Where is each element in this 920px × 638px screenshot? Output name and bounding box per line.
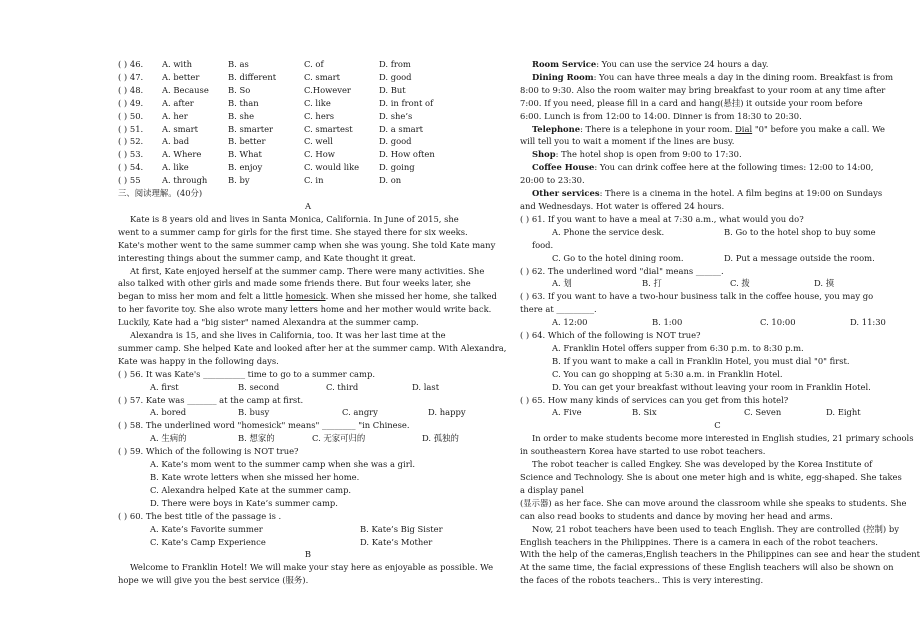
right-column: Room Service: You can use the service 24 hours a day. Dining Room: You can have three meals a day in the dining room. Breakfast is from 8:00 to 9:30. Also the room waiter may bring breakfast to your room at any time after 7:00. If you need, please fill in a card and hang(悬挂) it outside your room before 6:00. Lunch is from 12:00 to 14:00. Dinner is from 18:30 to 20:30. Telephone: There is a telephone in your room. Dial "0" before you make a call. We will tell you to wait a moment if the lines are busy. Shop: The hotel shop is open from 9:00 to 17:30. Coffee House: You can drink coffee here at the following times: 12:00 to 14:00, 20:00 to 23:30. Other services: There is a cinema in the hotel. A film begins at 19:00 on Sundays and Wednesdays. Hot water is offered 24 hours. ( ) 61. If you want to have a meal at 7:30 a.m., what would you do? A. Phone the service desk. B. Go to the hotel shop to buy some food. C. Go to the hotel dining room. D. Put a message outside the room. ( ) 62. The underlined word "dial" means ______. A. 划 B. 打 C. 拨 D. 摸 ( ) 63. If you want to have a two-hour business talk in the coffee house, you may go there at _________. A. 12:00 B. 1:00 C. 10:00 D. 11:30 ( ) 64. Which of the following is NOT true? A. Franklin Hotel offers supper from 6:30 p.m. to 8:30 p.m. B. If you want to make a call in Franklin Hotel, you must dial "0" first. C. You can go shopping at 5:30 a.m. in Franklin Hotel. D. You can get your breakfast without leaving your room in Franklin Hotel. ( ) 65. How many kinds of services can you get from this hotel? A. Five B. Six C. Seven D. Eight C In order to make students become more interested in English studies, 21 primary schools in southeastern Korea have started to use robot teachers. The robot teacher is called Engkey. She was developed by the Korea Institute of Science and Technology. She is about one meter high and is white, egg-shaped. She takes a display panel (显示器) as her face. She can move around the classroom while she speaks to students. She can also read books to students and dance by moving her head and arms. Now, 21 robot teachers have been used to teach English. They are controlled (控制) by English teachers in the Philippines. There is a camera in each of the robot teachers. With the help of the cameras,English teachers in the Philippines can see and hear the student At the same time, the facial expressions of these English teachers will also be shown on the faces of the robots teachers.. This is very interesting. xyxy=(520,59,920,586)
question-60: ( ) 60. The best title of the passage is . A. Kate’s Favorite summer B. Kate’s Big Sister C. Kate’s Camp Experience D. Kate’s Mother xyxy=(118,510,443,547)
passage-c-label: C xyxy=(714,420,721,431)
mc-row: ( ) 54. A. like B. enjoy C. would like D. going xyxy=(118,162,415,173)
question-56: ( ) 56. It was Kate's __________ time to go to a summer camp. A. first B. second C. third D. last xyxy=(118,368,440,392)
passage-c: In order to make students become more interested in English studies, 21 primary schools in southeastern Korea have started to use robot teachers. The robot teacher is called Engkey. She was developed by the Korea Institute of Science and Technology. She is about one meter high and is white, egg-shaped. She takes a display panel (显示器) as her face. She can move around the classroom while she speaks to students. She can also read books to students and dance by moving her head and arms. Now, 21 robot teachers have been used to teach English. They are controlled (控制) by English teachers in the Philippines. There is a camera in each of the robot teachers. With the help of the cameras,English teachers in the Philippines can see and hear the student At the same time, the facial expressions of these English teachers will also be shown on the faces of the robots teachers.. This is very interesting. xyxy=(520,433,920,586)
mc-row: ( ) 49. A. after B. than C. like D. in front of xyxy=(118,97,434,108)
mc-row: ( ) 50. A. her B. she C. hers D. she’s xyxy=(118,110,413,121)
mc-row: ( ) 51. A. smart B. smarter C. smartest D. a smart xyxy=(118,123,423,134)
mc-row: ( ) 47. A. better B. different C. smart D. good xyxy=(118,71,412,82)
shop: Shop: The hotel shop is open from 9:00 to 17:30. xyxy=(532,149,742,160)
question-62: ( ) 62. The underlined word "dial" means ______. A. 划 B. 打 C. 拨 D. 摸 xyxy=(520,265,835,289)
underlined-homesick: homesick xyxy=(285,291,326,302)
left-column: ( ) 46. A. with B. as C. of D. from ( ) 47. A. better B. different C. smart D. good ( ) 48. A. Because B. So C.However D. But ( ) 49. A. after B. than C. like D. in front of ( ) 50. A. her B. she C. hers D. she’s ( ) 51. A. smart B. smarter C. smartest D. a smart ( ) 52. A. bad B. better C. well D. good ( ) 53. A. Where B. What C. How D. How often ( ) 54. A. like B. enjoy C. would like D. going ( ) 55 A. through B. by C. in D. on 三、阅读理解。(40分) A Kate is 8 years old and lives in Santa Monica, California. In June of 2015, she went to a summer camp for girls for the first time. She stayed there for six weeks. Kate's mother went to the same summer camp when she was young. She told Kate many interesting things about the summer camp, and Kate thought it great. At first, Kate enjoyed herself at the summer camp. There were many activities. She also talked with other girls and made some friends there. But four weeks later, she began to miss her mom and felt a little homesick. When she missed her home, she talked to her favorite toy. She also wrote many letters home and her mother would write back. Luckily, Kate had a "big sister" named Alexandra at the summer camp. Alexandra is 15, and she lives in California, too. It was her last time at the summer camp. She helped Kate and looked after her at the summer camp. With Alexandra, Kate was happy in the following days. ( ) 56. It was Kate's __________ time to go to a summer camp. A. first B. second C. third D. last ( ) 57. Kate was _______ at the camp at first. A. bored B. busy C. angry D. happy ( ) 58. The underlined word "homesick" means" ________ "in Chinese. A. 生病的 B. 想家的 C. 无家可归的 D. 孤独的 ( ) 59. Which of the following is NOT true? A. Kate’s mom went to the summer camp when she was a girl. B. Kate wrote letters when she missed her home. C. Alexandra helped Kate at the summer camp. D. There were boys in Kate’s summer camp. ( ) 60. The best title of the passage is . A. Kate’s Favorite summer B. Kate’s Big Sister C. Kate’s Camp Experience D. Kate’s Mother B Welcome to Franklin Hotel! We will make your stay here as enjoyable as possible. We hope we will give you the best service (服务). xyxy=(118,59,507,586)
underlined-dial: Dial xyxy=(735,123,753,134)
mc-list xyxy=(118,58,498,187)
question-59: ( ) 59. Which of the following is NOT true? A. Kate’s mom went to the summer camp when she was a girl. B. Kate wrote letters when she missed her home. C. Alexandra helped Kate at the summer camp. D. There were boys in Kate’s summer camp. xyxy=(118,446,416,508)
dining-room: Dining Room: You can have three meals a day in the dining room. Breakfast is from xyxy=(532,71,894,82)
question-58: ( ) 58. The underlined word "homesick" means" ________ "in Chinese. A. 生病的 B. 想家的 C. 无家可归的 D. 孤独的 xyxy=(118,420,459,444)
passage-a-label: A xyxy=(304,200,312,211)
question-65: ( ) 65. How many kinds of services can you get from this hotel? A. Five B. Six C. Seven D. Eight xyxy=(520,394,861,418)
mc-row: ( ) 55 A. through B. by C. in D. on xyxy=(118,175,402,186)
question-64: ( ) 64. Which of the following is NOT true? A. Franklin Hotel offers supper from 6:30 p.m. to 8:30 p.m. B. If you want to make a call in Franklin Hotel, you must dial "0" first. C. You can go shopping at 5:30 a.m. in Franklin Hotel. D. You can get your breakfast without leaving your room in Franklin Hotel. xyxy=(520,330,871,392)
section-heading: 三、阅读理解。(40分) xyxy=(118,188,203,199)
question-57: ( ) 57. Kate was _______ at the camp at first. A. bored B. busy C. angry D. happy xyxy=(118,394,466,418)
telephone: Telephone: There is a telephone in your room. Dial "0" before you make a call. We xyxy=(532,123,885,134)
passage-a: Kate is 8 years old and lives in Santa Monica, California. In June of 2015, she went to a summer camp for girls for the first time. She stayed there for six weeks. Kate's mother went to the same summer camp when she was young. She told Kate many interesting things about the summer camp, and Kate thought it great. At first, Kate enjoyed herself at the summer camp. There were many activities. She also talked with other girls and made some friends there. But four weeks later, she began to miss her mom and felt a little homesick. When she missed her home, she talked to her favorite toy. She also wrote many letters home and her mother would write back. Luckily, Kate had a "big sister" named Alexandra at the summer camp. Alexandra is 15, and she lives in California, too. It was her last time at the summer camp. She helped Kate and looked after her at the summer camp. With Alexandra, Kate was happy in the following days. xyxy=(118,213,507,366)
mc-row: ( ) 53. A. Where B. What C. How D. How often xyxy=(118,149,435,160)
coffee-house: Coffee House: You can drink coffee here at the following times: 12:00 to 14:00, xyxy=(532,162,874,173)
passage-b-label: B xyxy=(304,549,312,560)
mc-row: ( ) 52. A. bad B. better C. well D. good xyxy=(118,136,412,147)
mc-row: ( ) 48. A. Because B. So C.However D. But xyxy=(118,84,406,95)
other-services: Other services: There is a cinema in the hotel. A film begins at 19:00 on Sundays xyxy=(532,188,883,199)
question-63: ( ) 63. If you want to have a two-hour business talk in the coffee house, you may go there at _________. A. 12:00 B. 1:00 C. 10:00 D. 11:30 xyxy=(520,291,886,328)
mc-row: ( ) 46. A. with B. as C. of D. from xyxy=(118,59,411,69)
room-service: Room Service: You can use the service 24 hours a day. xyxy=(532,59,769,69)
question-61: ( ) 61. If you want to have a meal at 7:30 a.m., what would you do? A. Phone the service desk. B. Go to the hotel shop to buy some food. C. Go to the hotel dining room. D. Put a message outside the room. xyxy=(520,213,876,263)
